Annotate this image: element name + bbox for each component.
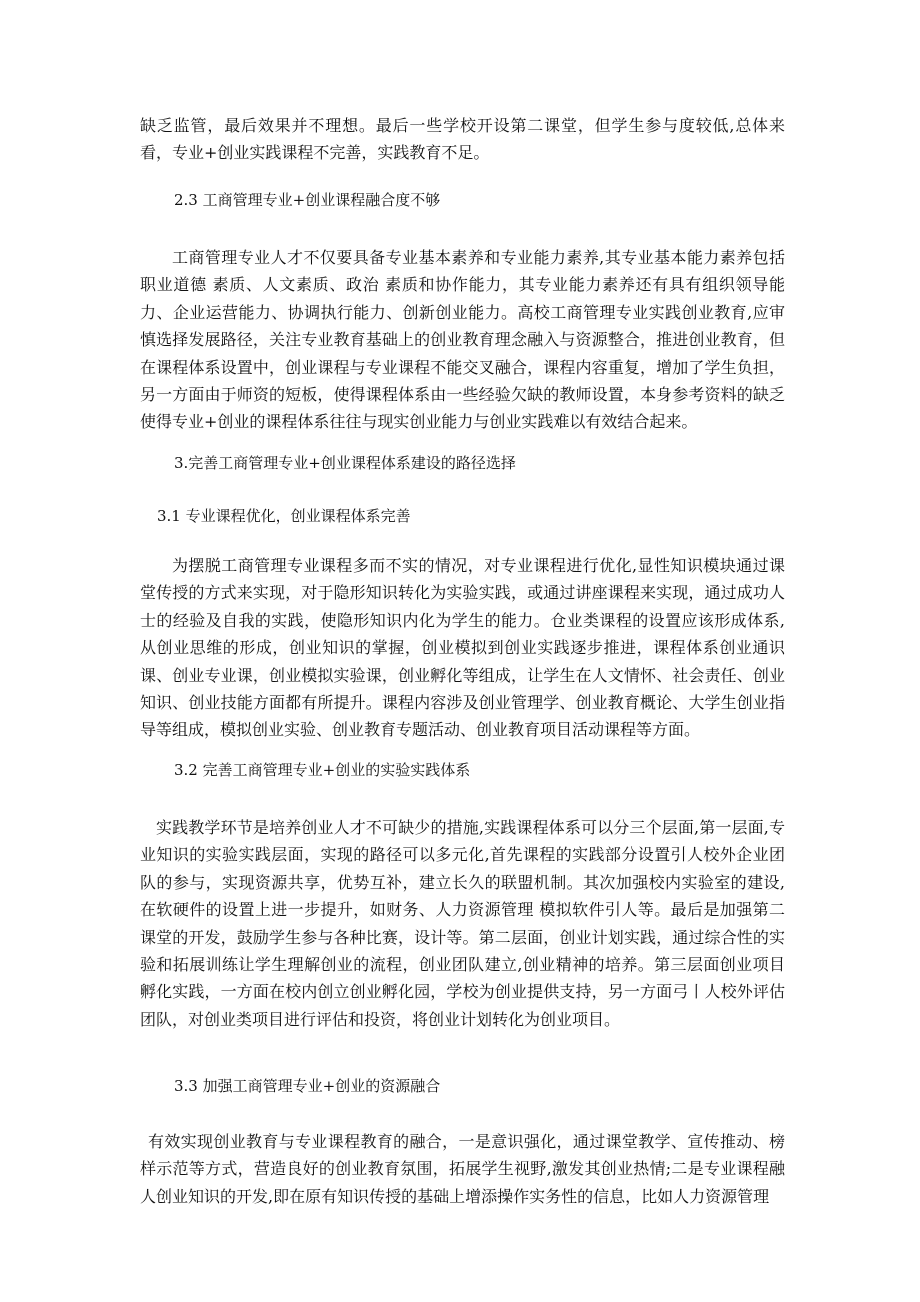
section-2-3-heading: 2.3 工商管理专业+创业课程融合度不够 <box>174 191 441 209</box>
section-3-1-heading: 3.1 专业课程优化，创业课程体系完善 <box>157 507 411 525</box>
section-3-3-heading: 3.3 加强工商管理专业+创业的资源融合 <box>174 1077 441 1095</box>
section-3-heading: 3.完善工商管理专业+创业课程体系建设的路径选择 <box>174 454 516 472</box>
section-3-1-paragraph: 为摆脱工商管理专业课程多而不实的情况，对专业课程进行优化,显性知识模块通过课堂传授的方式来实现，对于隐形知识转化为实验实践，或通过讲座课程来实现，通过成功人士的经验及自我的实践，使隐形知识内化为学生的能力。仓业类课程的设置应该形成体系,从创业思维的形成，创业知识的掌握，创业模拟到创业实践逐步推进，课程体系创业通识课、创业专业课，创业模拟实验课，创业孵化等组成，让学生在人文情怀、社会责任、创业知识、创业技能方面都有所提升。课程内容涉及创业管理学、创业教育概论、大学生创业指导等组成，模拟创业实验、创业教育专题活动、创业教育项目活动课程等方面。 <box>140 556 785 740</box>
intro-paragraph: 缺乏监管，最后效果并不理想。最后一些学校开设第二课堂，但学生参与度较低,总体来看，专业+创业实践课程不完善，实践教育不足。 <box>140 116 785 163</box>
section-2-3-paragraph: 工商管理专业人才不仅要具备专业基本素养和专业能力素养,其专业基本能力素养包括职业道德 素质、人文素质、政治 素质和协作能力，其专业能力素养还有具有组织领导能力、企业运营能力、协调执行能力、创新创业能力。高校工商管理专业实践创业教育,应审慎选择发展路径，关注专业教育基础上的创业教育理念融入与资源整合，推进创业教育，但在课程体系设置中，创业课程与专业课程不能交叉融合，课程内容重复，增加了学生负担，另一方面由于师资的短板，使得课程体系由一些经验欠缺的教师设置，本身参考资料的缺乏使得专业+创业的课程体系往往与现实创业能力与创业实践难以有效结合起来。 <box>140 248 785 432</box>
section-3-3-paragraph: 有效实现创业教育与专业课程教育的融合，一是意识强化，通过课堂教学、宣传推动、榜样示范等方式，营造良好的创业教育氛围，拓展学生视野,激发其创业热情;二是专业课程融人创业知识的开发,即在原有知识传授的基础上增添操作实务性的信息，比如人力资源管理 <box>140 1132 785 1206</box>
section-3-2-heading: 3.2 完善工商管理专业+创业的实验实践体系 <box>174 761 471 779</box>
section-3-2-paragraph: 实践教学环节是培养创业人才不可缺少的措施,实践课程体系可以分三个层面,第一层面,专业知识的实验实践层面，实现的路径可以多元化,首先课程的实践部分设置引人校外企业团队的参与，实现资源共享，优势互补，建立长久的联盟机制。其次加强校内实验室的建设,在软硬件的设置上进一步提升，如财务、人力资源管理 模拟软件引人等。最后是加强第二课堂的开发，鼓励学生参与各种比赛，设计等。第二层面，创业计划实践，通过综合性的实验和拓展训练让学生理解创业的流程，创业团队建立,创业精神的培养。第三层面创业项目孵化实践，一方面在校内创立创业孵化园，学校为创业提供支持，另一方面弓丨人校外评估团队，对创业类项目进行评估和投资，将创业计划转化为创业项目。 <box>140 818 785 1029</box>
